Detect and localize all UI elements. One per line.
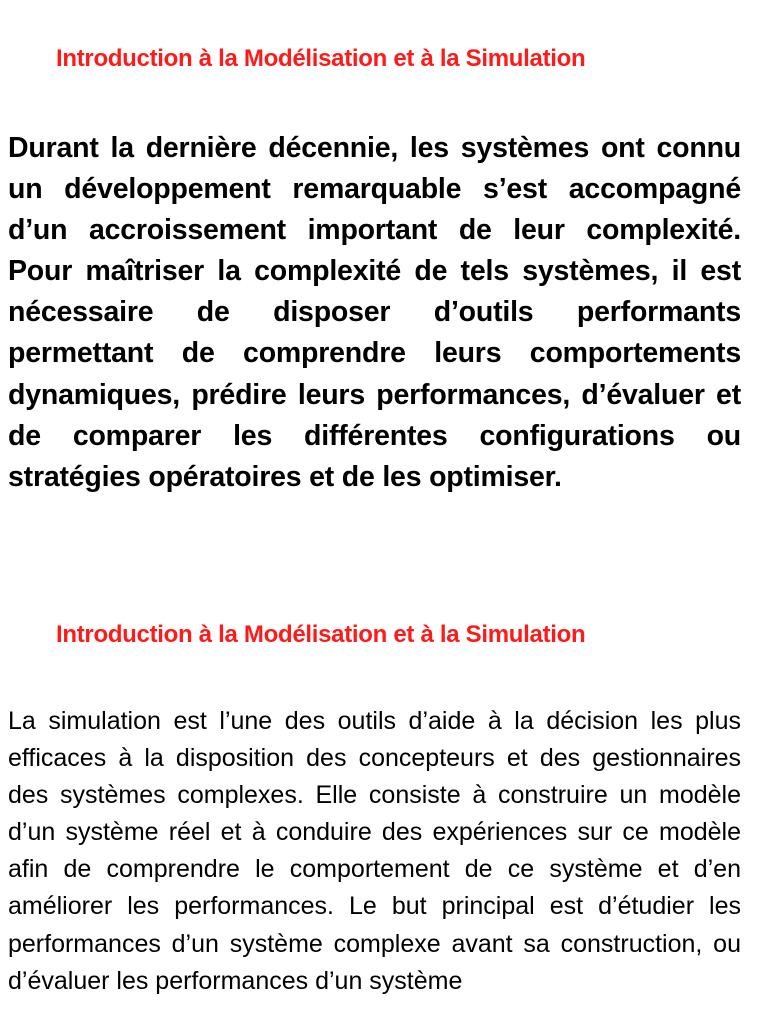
section-1-title: Introduction à la Modélisation et à la Simulation <box>56 45 586 72</box>
section-2-paragraph: La simulation est l’une des outils d’aide à la décision les plus efficaces à la disposition des concepteurs et des gestionnaires des systèmes complexes. Elle consiste à construire un modèle d’un système réel et à conduire des expériences sur ce modèle afin de comprendre le comportement de ce système et d’en améliorer les performances. Le but principal est d’étudier les performances d’un système complexe avant sa construction, ou d’évaluer les performances d’un système <box>8 707 741 995</box>
section-2-title: Introduction à la Modélisation et à la Simulation <box>56 621 586 648</box>
section-1-paragraph: Durant la dernière décennie, les systèmes ont connu un développement remarquable s’est accompagné d’un accroissement important de leur complexité. Pour maîtriser la complexité de tels systèmes, il est nécessaire de disposer d’outils performants permettant de comprendre leurs comportements dynamiques, prédire leurs performances, d’évaluer et de comparer les différentes configurations ou stratégies opératoires et de les optimiser. <box>8 132 741 493</box>
